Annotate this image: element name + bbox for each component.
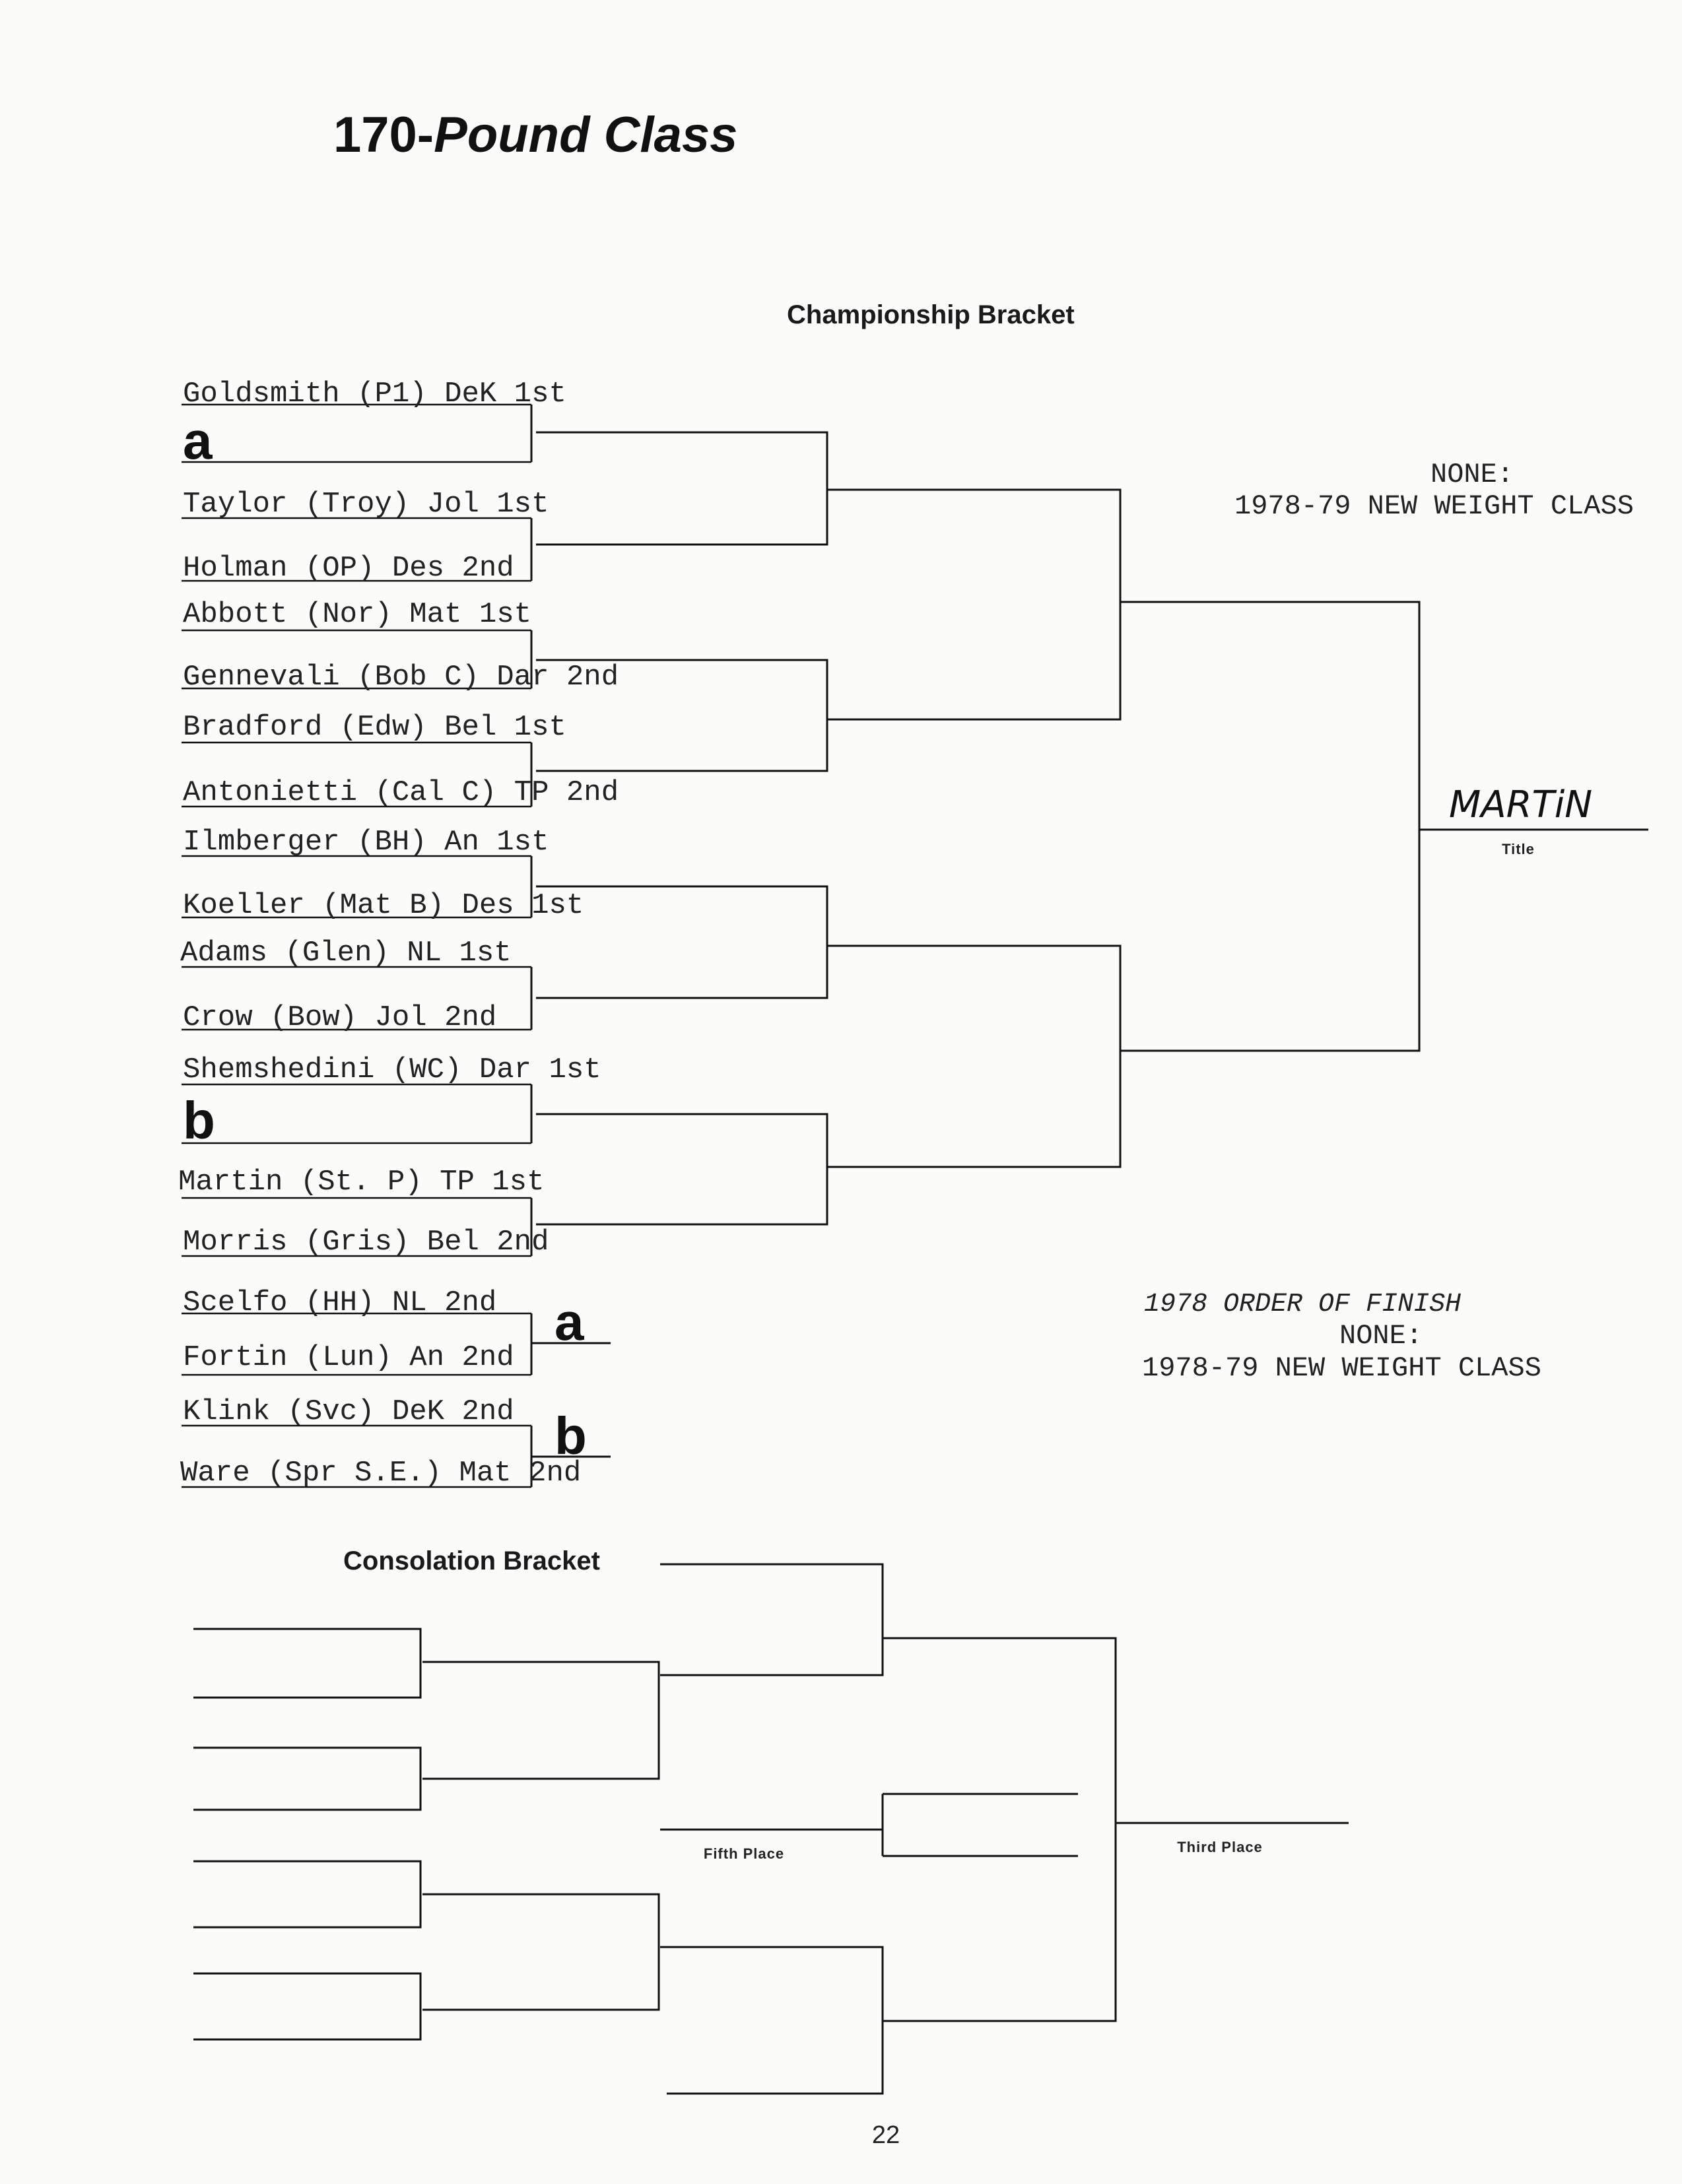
entrant-14: Morris (Gris) Bel 2nd — [183, 1226, 549, 1259]
champion-name: MARTiN — [1449, 783, 1593, 826]
order-of-finish — [1142, 1290, 1541, 1384]
order-of-finish-heading: 1978 ORDER OF FINISH — [1144, 1290, 1462, 1319]
previous-champion-line1: NONE: — [1430, 459, 1514, 490]
fifth-place-label: Fifth Place — [703, 1845, 785, 1862]
page-number: 22 — [871, 2121, 900, 2149]
first-round-brackets — [531, 405, 1648, 1256]
consolation-bracket — [193, 1564, 1349, 2094]
page-title: 170-Pound Class — [333, 107, 738, 163]
entrant-9: Koeller (Mat B) Des 1st — [183, 889, 584, 922]
entrant-2: Taylor (Troy) Jol 1st — [183, 488, 549, 521]
prelim-entrant-2: Fortin (Lun) An 2nd — [183, 1341, 514, 1374]
prelim-entrant-4: Ware (Spr S.E.) Mat 2nd — [180, 1457, 582, 1490]
title-label: Title — [1502, 841, 1535, 857]
previous-champion-line2: 1978-79 NEW WEIGHT CLASS — [1234, 490, 1634, 522]
bye-letter-b: b — [183, 1091, 215, 1150]
third-place-label: Third Place — [1177, 1839, 1263, 1855]
entrant-12: Shemshedini (WC) Dar 1st — [183, 1053, 601, 1086]
consolation-heading: Consolation Bracket — [343, 1546, 600, 1575]
entrant-10: Adams (Glen) NL 1st — [180, 937, 512, 970]
order-of-finish-line2: 1978-79 NEW WEIGHT CLASS — [1142, 1352, 1541, 1384]
entrant-11: Crow (Bow) Jol 2nd — [183, 1001, 497, 1034]
entrant-5: Gennevali (Bob C) Dar 2nd — [183, 661, 619, 694]
entrant-names — [178, 378, 619, 1259]
bye-letter-a: a — [183, 411, 213, 470]
entrant-8: Ilmberger (BH) An 1st — [183, 826, 549, 859]
order-of-finish-line1: NONE: — [1339, 1320, 1423, 1352]
entrant-3: Holman (OP) Des 2nd — [183, 552, 514, 585]
entrant-4: Abbott (Nor) Mat 1st — [183, 598, 532, 631]
prelim-letter-b: b — [555, 1406, 587, 1465]
prelim-entrant-3: Klink (Svc) DeK 2nd — [183, 1395, 514, 1428]
previous-champion — [1234, 459, 1634, 522]
entrant-1: Goldsmith (P1) DeK 1st — [183, 378, 566, 411]
entrant-13: Martin (St. P) TP 1st — [178, 1166, 545, 1199]
prelim-brackets — [180, 1286, 611, 1490]
entrant-7: Antonietti (Cal C) TP 2nd — [183, 776, 619, 809]
entrant-6: Bradford (Edw) Bel 1st — [183, 711, 566, 744]
prelim-entrant-1: Scelfo (HH) NL 2nd — [183, 1286, 497, 1319]
prelim-letter-a: a — [555, 1292, 584, 1351]
championship-heading: Championship Bracket — [787, 300, 1075, 329]
